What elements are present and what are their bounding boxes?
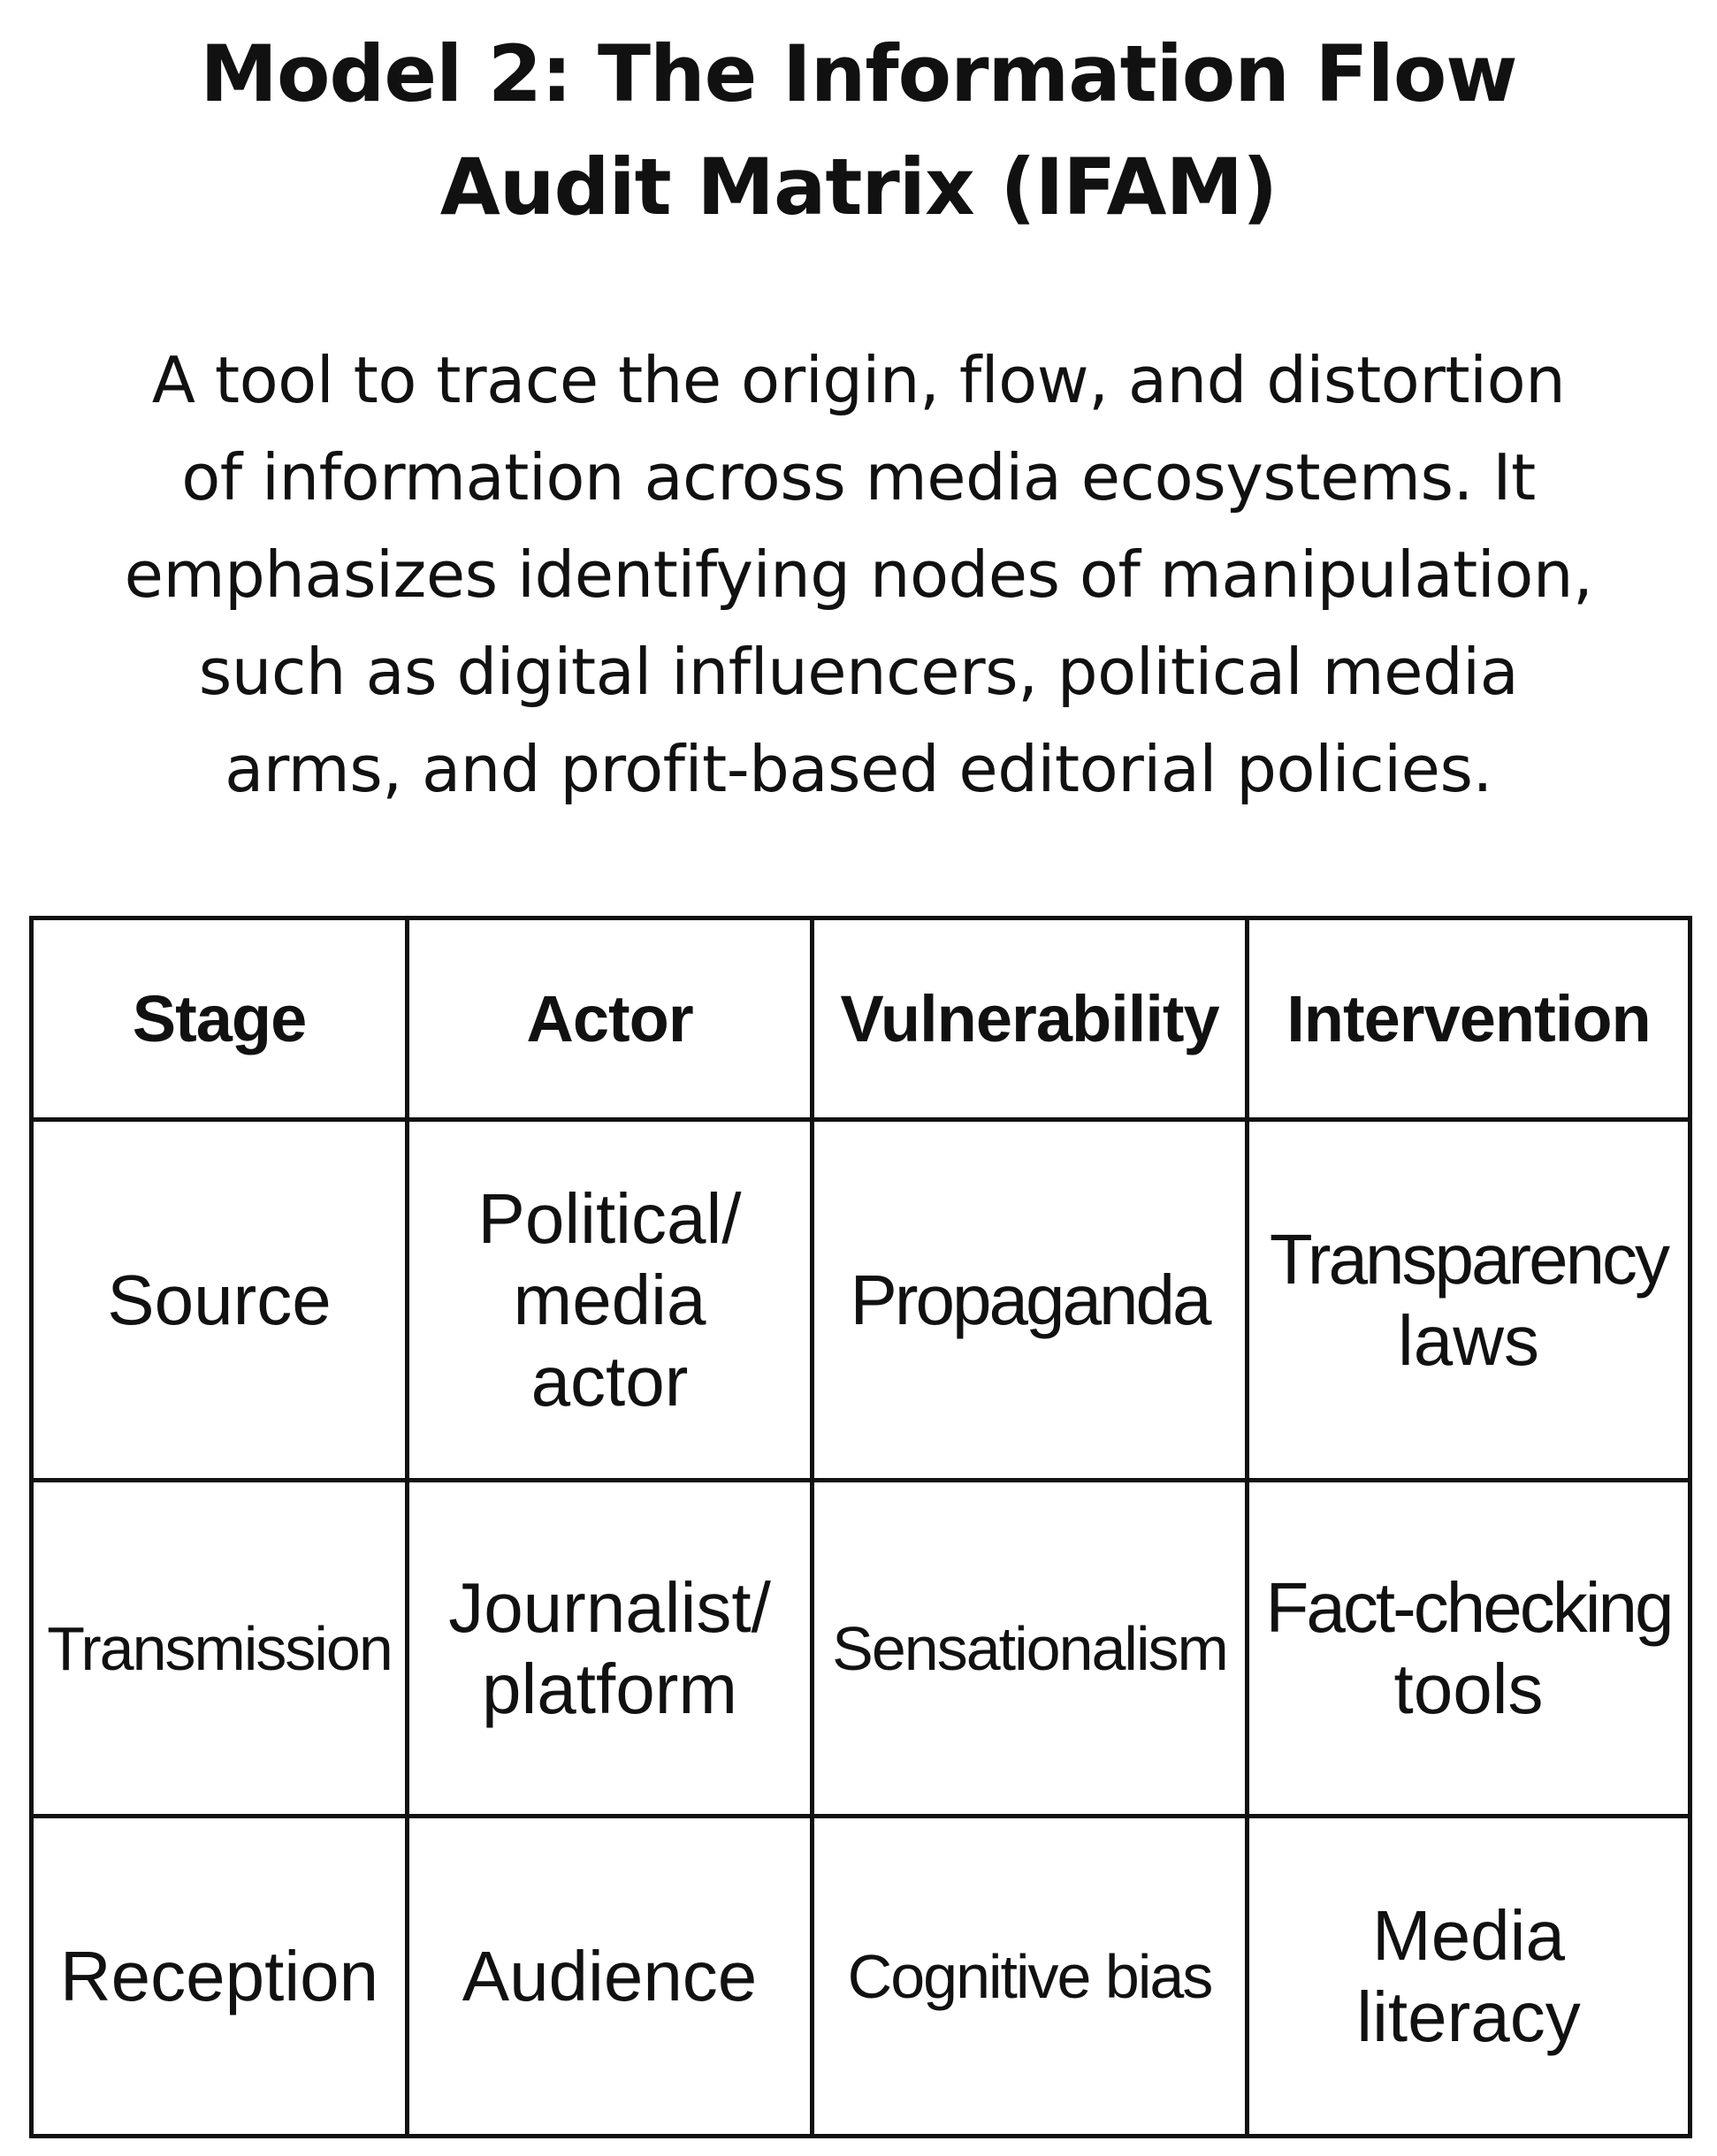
header-actor: Actor — [408, 918, 813, 1120]
stage-text: Transmission — [47, 1613, 392, 1683]
header-vulnerability: Vulnerability — [813, 918, 1248, 1120]
cell-actor — [408, 1817, 813, 2137]
vulnerability-text: Sensationalism — [832, 1613, 1227, 1683]
intro-line: arms, and profit-based editorial policies. — [225, 732, 1492, 806]
table-row — [32, 1481, 1690, 1817]
table-header-row — [32, 918, 1690, 1120]
cell-vulnerability — [813, 1120, 1248, 1481]
actor-text-line: actor — [530, 1341, 689, 1421]
page-title — [0, 18, 1717, 244]
cell-actor — [408, 1481, 813, 1817]
actor-text-line: Audience — [462, 1936, 758, 2015]
cell-intervention — [1248, 1120, 1690, 1481]
intervention-text-line: Media — [1372, 1895, 1565, 1975]
cell-stage — [32, 1120, 408, 1481]
header-intervention: Intervention — [1248, 918, 1690, 1120]
cell-stage — [32, 1481, 408, 1817]
actor-text-line: platform — [482, 1649, 737, 1728]
cell-intervention — [1248, 1817, 1690, 2137]
table-row — [32, 1120, 1690, 1481]
cell-stage — [32, 1817, 408, 2137]
intervention-text-line: Transparency — [1269, 1219, 1668, 1299]
title-line-1: Model 2: The Information Flow — [200, 28, 1517, 119]
actor-text-line: Journalist/ — [448, 1567, 771, 1647]
cell-vulnerability — [813, 1481, 1248, 1817]
intro-line: of information across media ecosystems. It — [181, 440, 1536, 514]
intro-paragraph — [53, 331, 1664, 818]
intro-line: such as digital influencers, political media — [198, 635, 1519, 709]
cell-vulnerability — [813, 1817, 1248, 2137]
intervention-text-line: tools — [1393, 1649, 1544, 1728]
stage-text: Reception — [59, 1936, 379, 2015]
stage-text: Source — [107, 1260, 332, 1339]
intervention-text-line: literacy — [1356, 1977, 1581, 2056]
intervention-text-line: laws — [1397, 1300, 1540, 1380]
actor-text-line: Political/ — [477, 1178, 742, 1258]
intervention-text-line: Fact-checking — [1265, 1567, 1672, 1647]
audit-matrix-table — [29, 916, 1692, 2138]
table-row — [32, 1817, 1690, 2137]
vulnerability-text: Propaganda — [850, 1260, 1210, 1339]
header-stage: Stage — [32, 918, 408, 1120]
cell-intervention — [1248, 1481, 1690, 1817]
intro-line: emphasizes identifying nodes of manipulation, — [124, 537, 1593, 612]
cell-actor — [408, 1120, 813, 1481]
intro-line: A tool to trace the origin, flow, and distortion — [151, 343, 1566, 417]
vulnerability-text: Cognitive bias — [847, 1941, 1212, 2011]
title-line-2: Audit Matrix (IFAM) — [439, 141, 1278, 232]
actor-text-line: media — [513, 1260, 706, 1339]
